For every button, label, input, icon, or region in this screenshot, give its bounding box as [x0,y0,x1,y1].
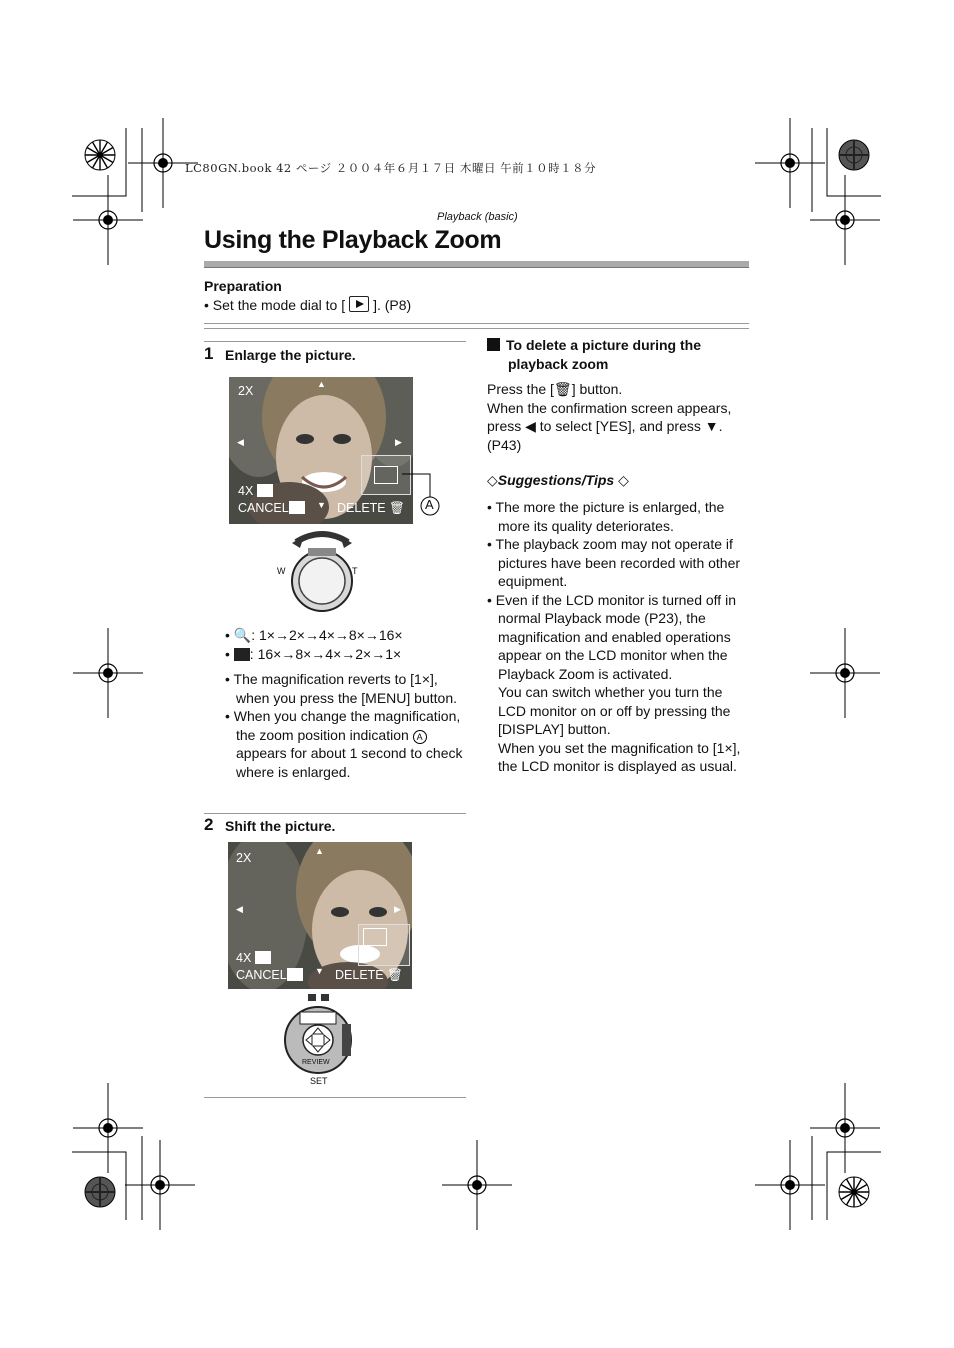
divider-top-2 [204,328,749,329]
zoom-in-icon [257,484,273,497]
play-mode-icon [349,296,369,312]
zoom-in-icon-2 [255,951,271,964]
step1-rule [204,341,466,342]
magnifier-icon: 🔍 [233,627,252,643]
divider-top [204,323,749,324]
trash-inline-icon: 🗑 [553,381,572,397]
step2-rule [204,813,466,814]
tip-quality: • The more the picture is enlarged, the more its quality deteriorates. [487,499,725,534]
cancel-text: CANCEL [238,501,289,515]
zoom-out-icon-2 [287,968,303,981]
callout-line [400,472,445,517]
arrow-up-icon-2: ▲ [315,846,324,856]
seq-out-text: : 16×→8×→4×→2×→1× [249,646,402,662]
bullet-change-mag-cont: appears for about 1 second to check where is enlarged. [236,745,463,780]
delete-body [487,380,749,454]
tip-lcd-switch: You can switch whether you turn the LCD monitor on or off by pressing the [DISPLAY] button. [498,684,731,737]
mag-text-2: 4X [236,951,252,965]
lever-t-label: T [352,566,358,576]
mag-text: 4X [238,484,254,498]
delete-label-2 [335,968,403,983]
arrow-right-icon-2: ▶ [394,904,401,914]
bullet-change-mag [225,707,470,781]
delete-heading-text2: playback zoom [508,356,609,372]
multi-picture-icon [234,648,250,661]
diamond-icon-left: ◇ [487,472,498,488]
zoom-out-sequence: • : 16×→8×→4×→2×→1× [225,646,402,662]
cancel-label-2 [236,968,303,982]
lcd-screen-enlarge [229,377,413,524]
page-title: Using the Playback Zoom [204,226,502,254]
callout-a: A [425,497,434,512]
zoom-out-icon [289,501,305,514]
lcd-screen-shift [228,842,412,989]
cancel-text-2: CANCEL [236,968,287,982]
tip-lcd-off: • Even if the LCD monitor is turned off in normal Playback mode (P23), the magnification and enabled operations appear on the LCD monitor when the Playback Zoom is activated. [487,591,736,682]
step1-bullets [225,670,470,781]
zoom-position-window-2 [363,928,387,946]
preparation-heading: Preparation [204,278,282,294]
zoom-lever-icon [270,526,380,616]
pad-review-label: REVIEW [302,1059,330,1066]
arrow-right-icon: ▶ [395,437,402,447]
delete-heading-text1: To delete a picture during the [506,337,701,353]
zoom-position-window [374,466,398,484]
bullet-change-mag-text: • When you change the magnification, the zoom position indication [225,708,461,743]
seq-in-text: : 1×→2×→4×→8×→16× [251,627,403,643]
arrow-down-icon: ▼ [317,500,326,510]
cancel-label [238,501,305,515]
tips-heading [487,472,629,489]
delete-heading-line1 [487,336,701,355]
tip-lcd-1x: When you set the magnification to [1×], the LCD monitor is displayed as usual. [498,739,741,774]
arrow-down-icon-2: ▼ [315,966,324,976]
delete-heading [487,336,701,374]
tips-heading-text: Suggestions/Tips [497,472,615,488]
zoom-in-sequence: • 🔍: 1×→2×→4×→8×→16× [225,627,403,643]
zoom-level-indicator: 2X [238,384,254,398]
magnification-label-2 [236,951,271,965]
tips-list [487,498,749,776]
trash-icon-2: 🗑 [387,968,403,982]
step2-title: Shift the picture. [225,818,336,834]
square-bullet-icon [487,338,500,351]
callout-inline: A [413,730,427,744]
preparation-text-after: ]. (P8) [373,297,412,313]
delete-press-b: ] button. [571,381,623,397]
title-underline [204,261,749,268]
step2-number: 2 [204,815,214,834]
delete-label [337,501,405,516]
magnification-label [238,484,273,498]
left-bottom-rule [204,1097,466,1098]
delete-confirm: When the confirmation screen appears, press ◀ to select [YES], and press ▼. (P43) [487,399,732,453]
print-header: LC80GN.book 42 ページ ２００４年６月１７日 木曜日 午前１０時１８分 [185,161,597,175]
zoom-position-frame-2 [358,924,410,966]
delete-text-2: DELETE [335,968,384,982]
step1-number: 1 [204,344,214,363]
delete-press [487,380,749,399]
arrow-left-icon: ◀ [237,437,244,447]
trash-icon: 🗑 [389,501,405,515]
pad-set-label: SET [310,1076,328,1086]
diamond-icon-right: ◇ [618,472,629,488]
delete-text: DELETE [337,501,386,515]
step1-title: Enlarge the picture. [225,347,356,363]
arrow-up-icon: ▲ [317,379,326,389]
delete-press-a: Press the [ [487,381,554,397]
section-label: Playback (basic) [437,211,518,223]
preparation-text-before: • Set the mode dial to [ [204,297,346,313]
bullet-reverts: • The magnification reverts to [1×], when you press the [MENU] button. [225,671,457,706]
zoom-level-indicator-2: 2X [236,851,252,865]
preparation-text [204,296,411,313]
arrow-left-icon-2: ◀ [236,904,243,914]
tip-other-equipment: • The playback zoom may not operate if pictures have been recorded with other equipment. [487,536,741,589]
lever-w-label: W [277,566,286,576]
